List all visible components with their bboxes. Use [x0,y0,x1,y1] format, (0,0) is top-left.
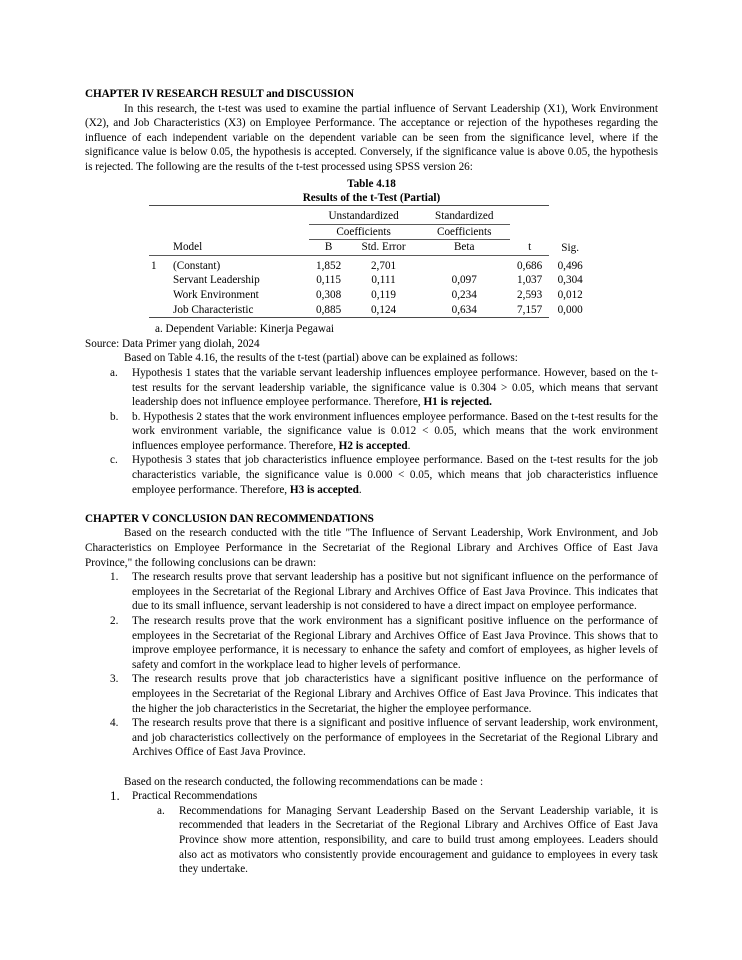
list-item-text: The research results prove that servant leadership has a positive but not significant influence on the performance of employees in the Secretariat of the Regional Library and Archives Office of East Java Province. This indicates that due to its small influence, servant leadership is not considered to have a direct impact on employee performance. [132,571,658,613]
cell-std-error: 2,701 [370,259,397,272]
list-item-text: b. Hypothesis 2 states that the work environment influences employee performance. Based on the t-test results for the work environment variable, the significance value is 0.012 < 0.05, which means that the work environment influences employee performance. Therefore, [132,410,658,452]
document-body [85,87,658,877]
list-item [85,570,658,614]
cell-beta: 0,234 [451,288,477,301]
list-marker: a. [110,366,118,379]
cell-t: 2,593 [517,288,543,301]
column-header-b: B [324,241,333,254]
cell-t: 1,037 [517,274,543,287]
column-header-std-error: Std. Error [361,241,406,254]
cell-std-error: 0,119 [371,288,396,301]
list-item [85,453,658,497]
list-item-text: Hypothesis 3 states that job characteristics influence employee performance. Based on the t-test results for the job characteristics variable, the significance value is 0.000 < 0.05, which means that job characteristics influence employee performance. Therefore, [132,454,658,496]
list-item [85,614,658,672]
list-item [85,789,658,804]
recommendations-list [85,789,658,804]
list-item [85,366,658,410]
cell-b: 0,308 [316,288,342,301]
discussion-lead-in: Based on Table 4.16, the results of the t-test (partial) above can be explained as follows: [124,352,518,365]
chapter-5-intro-paragraph: Based on the research conducted with the title "The Influence of Servant Leadership, Work Environment, and Job Characteristics on Employee Performance in the Secretariat of the Regional Library and Archives Office of East Java Province," the following conclusions can be drawn: [85,527,658,569]
group-header-standardized-line2: Coefficients [419,224,510,240]
list-item-text: The research results prove that job characteristics have a significant positive influence on the performance of employees in the Secretariat of the Regional Library and Archives Office of East Java Province. This indicates that the higher the job characteristics in the Secretariat, the higher the employee performance. [132,673,658,715]
cell-sig: 0,496 [557,259,583,272]
cell-model-number [149,288,173,303]
chapter-5-heading: CHAPTER V CONCLUSION DAN RECOMMENDATIONS [85,512,374,525]
list-item-emphasis: H1 is rejected. [423,396,492,409]
list-marker: 3. [110,673,119,686]
cell-t: 7,157 [517,303,543,316]
list-item-text: The research results prove that the work environment has a significant positive influence on the performance of employees in the Secretariat of the Regional Library and Archives Office of East Java Province. This shows that to improve employee performance, it is necessary to enhance the safety and comfort of employees, as higher levels of safety and comfort in the workplace lead to higher levels of performance. [132,615,658,671]
practical-recommendation-sublist [85,804,658,877]
table-group-header-row-2 [149,224,595,240]
table-row [149,273,595,288]
cell-model-number: 1 [151,259,157,272]
chapter-4-intro-paragraph: In this research, the t-test was used to examine the partial influence of Servant Leadership (X1), Work Environment (X2), and Job Characteristics (X3) on Employee Performance. The acceptance or rejection of the hypotheses regarding the influence of each independent variable on the dependent variable can be seen from the significance level, where if the significance value is below 0.05, the hypothesis is accepted. Conversely, if the significance value is above 0.05, the hypothesis is rejected. The following are the results of the t-test processed using SPSS version 26: [85,102,658,173]
recommendation-category-title: Practical Recommendations [132,790,258,803]
cell-variable-label: Servant Leadership [173,274,260,287]
cell-std-error: 0,111 [371,274,396,287]
list-item-emphasis: H2 is accepted [338,439,408,452]
list-marker: a. [157,804,165,817]
cell-b: 1,852 [316,259,342,272]
cell-std-error: 0,124 [370,303,397,316]
list-marker: c. [110,454,118,467]
cell-sig: 0,304 [557,274,583,287]
hypothesis-discussion-list [85,366,658,497]
cell-beta [419,259,510,274]
list-marker: b. [110,410,119,423]
column-header-model: Model [173,241,203,254]
conclusions-list [85,570,658,760]
table-row [149,303,595,318]
group-header-unstandardized-line1: Unstandardized [309,209,419,224]
list-item-text: Recommendations for Managing Servant Leadership Based on the Servant Leadership variable, it is recommended that leaders in the Secretariat of the Regional Library and Archives Office of East Java Province show more attention, responsibility, and care to build trust among employees. Leaders should also act as motivators who consistently provide encouragement and guidance to employees in every task they undertake. [179,804,658,876]
list-marker: 1. [110,788,120,804]
table-source: Source: Data Primer yang diolah, 2024 [85,337,260,350]
table-row [149,259,595,274]
list-item [85,716,658,760]
list-item [85,804,658,877]
recommendations-lead-in: Based on the research conducted, the following recommendations can be made : [124,775,484,788]
cell-b: 0,885 [316,303,342,316]
column-header-t: t [528,241,532,254]
cell-variable-label: (Constant) [173,259,221,272]
t-test-results-table [149,205,595,321]
results-table-block [85,177,658,352]
cell-t: 0,686 [517,259,543,272]
column-header-sig: Sig. [561,241,580,254]
group-header-unstandardized-line2: Coefficients [309,224,419,240]
table-column-header-row [149,240,595,256]
group-header-standardized-line1: Standardized [419,209,510,224]
table-rule-bottom [149,318,595,322]
table-row [149,288,595,303]
recommendation-spacer [85,760,658,775]
list-item [85,410,658,454]
list-item [85,672,658,716]
cell-beta: 0,634 [451,303,477,316]
list-item-emphasis: H3 is accepted [289,483,359,496]
table-footnote: a. Dependent Variable: Kinerja Pegawai [155,323,335,336]
list-item-text-after: . [407,439,411,452]
list-item-text-after: . [358,483,362,496]
chapter-4-heading: CHAPTER IV RESEARCH RESULT and DISCUSSION [85,88,354,100]
cell-sig: 0,000 [557,304,583,317]
list-item-text: The research results prove that there is a significant and positive influence of servant leadership, work environment, and job characteristics collectively on the performance of employees in the Secretariat of the Regional Library and Archives Office of East Java Province. [132,717,658,759]
cell-model-number [149,303,173,318]
section-spacer [85,497,658,512]
cell-model-number [149,273,173,288]
table-group-header-row-1 [149,209,595,224]
list-marker: 2. [110,615,119,627]
cell-sig: 0,012 [557,288,583,301]
cell-beta: 0,097 [451,274,477,287]
table-title: Results of the t-Test (Partial) [302,191,441,204]
cell-variable-label: Job Characteristic [173,303,254,316]
list-marker: 4. [110,717,119,730]
list-item-text: Hypothesis 1 states that the variable servant leadership influences employee performance. However, based on the t-test results for the servant leadership variable, the significance value is 0.304 > 0.05, which means that servant leadership does not influence employee performance. Therefore, [132,366,658,409]
cell-variable-label: Work Environment [173,288,259,301]
cell-b: 0,115 [316,274,341,287]
column-header-beta: Beta [453,241,475,254]
table-number: Table 4.18 [347,177,396,190]
list-marker: 1. [110,571,119,584]
